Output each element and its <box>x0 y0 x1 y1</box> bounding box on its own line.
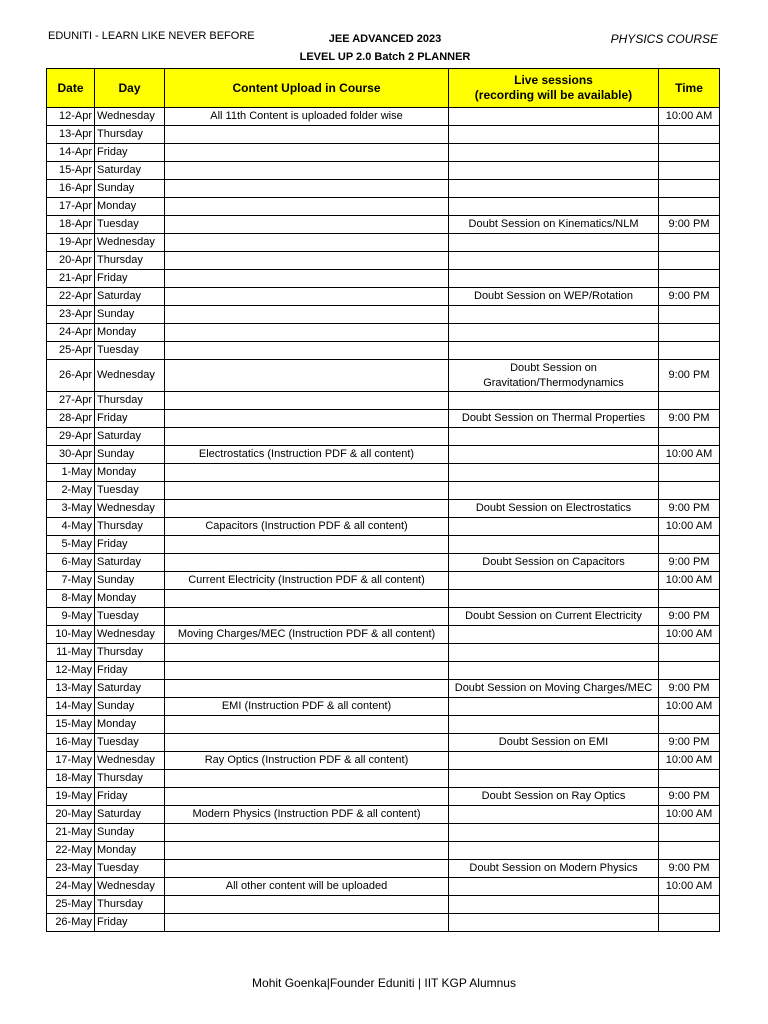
day-cell: Monday <box>95 842 165 860</box>
date-cell: 18-Apr <box>47 216 95 234</box>
date-cell: 11-May <box>47 644 95 662</box>
date-cell: 23-May <box>47 860 95 878</box>
time-cell <box>659 428 720 446</box>
date-cell: 14-Apr <box>47 144 95 162</box>
table-row <box>47 144 720 162</box>
date-cell: 14-May <box>47 698 95 716</box>
table-row <box>47 914 720 932</box>
table-row <box>47 410 720 428</box>
time-cell: 9:00 PM <box>659 608 720 626</box>
table-row <box>47 392 720 410</box>
content-cell: Ray Optics (Instruction PDF & all content) <box>165 752 449 770</box>
date-cell: 20-Apr <box>47 252 95 270</box>
content-cell: Capacitors (Instruction PDF & all content) <box>165 518 449 536</box>
day-cell: Wednesday <box>95 878 165 896</box>
live-session-cell <box>449 572 659 590</box>
time-cell <box>659 590 720 608</box>
table-row <box>47 252 720 270</box>
time-cell: 10:00 AM <box>659 108 720 126</box>
time-cell: 9:00 PM <box>659 288 720 306</box>
planner-body <box>47 108 720 932</box>
date-cell: 4-May <box>47 518 95 536</box>
content-cell <box>165 392 449 410</box>
table-row <box>47 716 720 734</box>
table-row <box>47 590 720 608</box>
date-cell: 13-May <box>47 680 95 698</box>
day-cell: Tuesday <box>95 342 165 360</box>
date-cell: 21-Apr <box>47 270 95 288</box>
header-content: Content Upload in Course <box>165 69 449 108</box>
time-cell <box>659 464 720 482</box>
content-cell <box>165 734 449 752</box>
content-cell <box>165 252 449 270</box>
day-cell: Saturday <box>95 680 165 698</box>
table-row <box>47 342 720 360</box>
date-cell: 26-May <box>47 914 95 932</box>
content-cell <box>165 770 449 788</box>
content-cell <box>165 270 449 288</box>
time-cell: 10:00 AM <box>659 878 720 896</box>
live-session-cell <box>449 698 659 716</box>
day-cell: Sunday <box>95 698 165 716</box>
content-cell <box>165 914 449 932</box>
table-row <box>47 698 720 716</box>
content-cell <box>165 716 449 734</box>
table-row <box>47 518 720 536</box>
date-cell: 5-May <box>47 536 95 554</box>
table-row <box>47 860 720 878</box>
day-cell: Sunday <box>95 572 165 590</box>
day-cell: Monday <box>95 716 165 734</box>
time-cell: 10:00 AM <box>659 698 720 716</box>
date-cell: 12-Apr <box>47 108 95 126</box>
live-session-cell <box>449 824 659 842</box>
live-session-cell: Doubt Session on Moving Charges/MEC <box>449 680 659 698</box>
table-row <box>47 896 720 914</box>
table-row <box>47 428 720 446</box>
table-row <box>47 662 720 680</box>
live-session-cell <box>449 234 659 252</box>
date-cell: 15-Apr <box>47 162 95 180</box>
live-session-cell <box>449 144 659 162</box>
date-cell: 8-May <box>47 590 95 608</box>
content-cell <box>165 360 449 392</box>
live-session-cell: Doubt Session on Gravitation/Thermodynamics <box>449 360 659 392</box>
live-session-cell <box>449 842 659 860</box>
time-cell <box>659 180 720 198</box>
header-date: Date <box>47 69 95 108</box>
table-row <box>47 180 720 198</box>
table-row <box>47 734 720 752</box>
time-cell: 10:00 AM <box>659 752 720 770</box>
planner-table <box>46 68 720 932</box>
live-session-cell <box>449 162 659 180</box>
date-cell: 27-Apr <box>47 392 95 410</box>
day-cell: Thursday <box>95 392 165 410</box>
content-cell <box>165 342 449 360</box>
content-cell <box>165 788 449 806</box>
day-cell: Tuesday <box>95 860 165 878</box>
day-cell: Wednesday <box>95 626 165 644</box>
live-session-cell <box>449 878 659 896</box>
day-cell: Sunday <box>95 446 165 464</box>
content-cell <box>165 324 449 342</box>
table-row <box>47 644 720 662</box>
live-session-cell <box>449 126 659 144</box>
date-cell: 25-May <box>47 896 95 914</box>
day-cell: Monday <box>95 324 165 342</box>
day-cell: Thursday <box>95 770 165 788</box>
time-cell <box>659 162 720 180</box>
table-row <box>47 288 720 306</box>
date-cell: 24-Apr <box>47 324 95 342</box>
table-row <box>47 824 720 842</box>
day-cell: Friday <box>95 536 165 554</box>
live-session-cell <box>449 518 659 536</box>
live-session-cell: Doubt Session on Capacitors <box>449 554 659 572</box>
date-cell: 19-May <box>47 788 95 806</box>
day-cell: Thursday <box>95 126 165 144</box>
table-row <box>47 324 720 342</box>
time-cell <box>659 536 720 554</box>
time-cell: 9:00 PM <box>659 788 720 806</box>
time-cell <box>659 324 720 342</box>
table-row <box>47 680 720 698</box>
date-cell: 24-May <box>47 878 95 896</box>
date-cell: 6-May <box>47 554 95 572</box>
content-cell <box>165 536 449 554</box>
content-cell <box>165 198 449 216</box>
time-cell: 9:00 PM <box>659 554 720 572</box>
time-cell <box>659 144 720 162</box>
date-cell: 16-May <box>47 734 95 752</box>
time-cell: 9:00 PM <box>659 410 720 428</box>
header-live-note: (recording will be available) <box>474 88 633 102</box>
day-cell: Saturday <box>95 288 165 306</box>
date-cell: 15-May <box>47 716 95 734</box>
content-cell: EMI (Instruction PDF & all content) <box>165 698 449 716</box>
live-session-cell <box>449 180 659 198</box>
date-cell: 19-Apr <box>47 234 95 252</box>
live-session-cell: Doubt Session on Modern Physics <box>449 860 659 878</box>
time-cell <box>659 662 720 680</box>
table-row <box>47 126 720 144</box>
time-cell: 10:00 AM <box>659 518 720 536</box>
table-row <box>47 234 720 252</box>
table-header-row <box>47 69 720 108</box>
table-row <box>47 198 720 216</box>
day-cell: Tuesday <box>95 608 165 626</box>
content-cell: All 11th Content is uploaded folder wise <box>165 108 449 126</box>
date-cell: 23-Apr <box>47 306 95 324</box>
content-cell <box>165 428 449 446</box>
time-cell <box>659 270 720 288</box>
date-cell: 16-Apr <box>47 180 95 198</box>
table-row <box>47 482 720 500</box>
date-cell: 17-Apr <box>47 198 95 216</box>
content-cell <box>165 644 449 662</box>
live-session-cell <box>449 464 659 482</box>
table-row <box>47 626 720 644</box>
content-cell <box>165 144 449 162</box>
live-session-cell <box>449 108 659 126</box>
time-cell <box>659 644 720 662</box>
live-session-cell <box>449 662 659 680</box>
date-cell: 1-May <box>47 464 95 482</box>
day-cell: Friday <box>95 662 165 680</box>
title-exam: JEE ADVANCED 2023 <box>328 33 442 45</box>
table-row <box>47 162 720 180</box>
day-cell: Friday <box>95 914 165 932</box>
time-cell: 9:00 PM <box>659 500 720 518</box>
date-cell: 18-May <box>47 770 95 788</box>
table-row <box>47 806 720 824</box>
date-cell: 22-May <box>47 842 95 860</box>
time-cell <box>659 126 720 144</box>
date-cell: 3-May <box>47 500 95 518</box>
date-cell: 10-May <box>47 626 95 644</box>
day-cell: Sunday <box>95 180 165 198</box>
course-name: PHYSICS COURSE <box>610 32 718 46</box>
day-cell: Thursday <box>95 644 165 662</box>
table-row <box>47 216 720 234</box>
date-cell: 29-Apr <box>47 428 95 446</box>
date-cell: 7-May <box>47 572 95 590</box>
time-cell <box>659 252 720 270</box>
day-cell: Tuesday <box>95 482 165 500</box>
live-session-cell <box>449 446 659 464</box>
content-cell <box>165 554 449 572</box>
content-cell <box>165 680 449 698</box>
time-cell: 9:00 PM <box>659 860 720 878</box>
table-row <box>47 306 720 324</box>
content-cell <box>165 410 449 428</box>
table-row <box>47 770 720 788</box>
live-session-cell: Doubt Session on Thermal Properties <box>449 410 659 428</box>
org-tagline: EDUNITI - LEARN LIKE NEVER BEFORE <box>48 30 255 42</box>
day-cell: Wednesday <box>95 500 165 518</box>
day-cell: Saturday <box>95 554 165 572</box>
day-cell: Saturday <box>95 806 165 824</box>
content-cell <box>165 896 449 914</box>
day-cell: Friday <box>95 144 165 162</box>
table-row <box>47 270 720 288</box>
content-cell <box>165 216 449 234</box>
document-title <box>240 30 530 66</box>
content-cell <box>165 234 449 252</box>
time-cell: 9:00 PM <box>659 680 720 698</box>
content-cell: All other content will be uploaded <box>165 878 449 896</box>
time-cell <box>659 234 720 252</box>
day-cell: Thursday <box>95 518 165 536</box>
live-session-cell <box>449 644 659 662</box>
day-cell: Thursday <box>95 252 165 270</box>
live-session-cell <box>449 306 659 324</box>
table-row <box>47 446 720 464</box>
day-cell: Friday <box>95 410 165 428</box>
time-cell <box>659 392 720 410</box>
table-row <box>47 108 720 126</box>
time-cell <box>659 198 720 216</box>
content-cell <box>165 126 449 144</box>
content-cell <box>165 590 449 608</box>
live-session-cell <box>449 752 659 770</box>
content-cell <box>165 180 449 198</box>
content-cell: Current Electricity (Instruction PDF & all content) <box>165 572 449 590</box>
day-cell: Saturday <box>95 428 165 446</box>
header-day: Day <box>95 69 165 108</box>
live-session-cell: Doubt Session on Electrostatics <box>449 500 659 518</box>
live-session-cell <box>449 914 659 932</box>
day-cell: Wednesday <box>95 752 165 770</box>
table-row <box>47 536 720 554</box>
live-session-cell <box>449 392 659 410</box>
day-cell: Wednesday <box>95 360 165 392</box>
footer-credit: Mohit Goenka|Founder Eduniti | IIT KGP Alumnus <box>252 976 516 990</box>
table-row <box>47 554 720 572</box>
time-cell <box>659 824 720 842</box>
time-cell <box>659 306 720 324</box>
time-cell: 10:00 AM <box>659 626 720 644</box>
table-row <box>47 500 720 518</box>
table-row <box>47 842 720 860</box>
day-cell: Friday <box>95 270 165 288</box>
time-cell <box>659 770 720 788</box>
time-cell <box>659 342 720 360</box>
live-session-cell <box>449 590 659 608</box>
header-live-title: Live sessions <box>514 73 593 87</box>
live-session-cell <box>449 806 659 824</box>
header-live-sessions <box>449 69 659 108</box>
date-cell: 13-Apr <box>47 126 95 144</box>
day-cell: Monday <box>95 198 165 216</box>
content-cell <box>165 662 449 680</box>
time-cell <box>659 842 720 860</box>
content-cell <box>165 500 449 518</box>
time-cell: 10:00 AM <box>659 572 720 590</box>
time-cell: 9:00 PM <box>659 734 720 752</box>
content-cell: Electrostatics (Instruction PDF & all content) <box>165 446 449 464</box>
date-cell: 26-Apr <box>47 360 95 392</box>
day-cell: Tuesday <box>95 734 165 752</box>
date-cell: 22-Apr <box>47 288 95 306</box>
title-planner: LEVEL UP 2.0 Batch 2 PLANNER <box>299 51 471 63</box>
time-cell: 9:00 PM <box>659 360 720 392</box>
header-time: Time <box>659 69 720 108</box>
live-session-cell <box>449 270 659 288</box>
content-cell <box>165 464 449 482</box>
live-session-cell: Doubt Session on Kinematics/NLM <box>449 216 659 234</box>
table-row <box>47 360 720 392</box>
live-session-cell <box>449 252 659 270</box>
live-session-cell <box>449 482 659 500</box>
day-cell: Monday <box>95 590 165 608</box>
live-session-cell: Doubt Session on Current Electricity <box>449 608 659 626</box>
date-cell: 12-May <box>47 662 95 680</box>
day-cell: Friday <box>95 788 165 806</box>
content-cell <box>165 482 449 500</box>
date-cell: 9-May <box>47 608 95 626</box>
content-cell <box>165 306 449 324</box>
date-cell: 30-Apr <box>47 446 95 464</box>
date-cell: 25-Apr <box>47 342 95 360</box>
day-cell: Wednesday <box>95 108 165 126</box>
date-cell: 21-May <box>47 824 95 842</box>
content-cell: Moving Charges/MEC (Instruction PDF & all content) <box>165 626 449 644</box>
time-cell <box>659 482 720 500</box>
table-row <box>47 464 720 482</box>
day-cell: Wednesday <box>95 234 165 252</box>
day-cell: Thursday <box>95 896 165 914</box>
content-cell <box>165 860 449 878</box>
live-session-cell <box>449 536 659 554</box>
time-cell <box>659 914 720 932</box>
table-row <box>47 788 720 806</box>
live-session-cell <box>449 342 659 360</box>
content-cell <box>165 608 449 626</box>
day-cell: Monday <box>95 464 165 482</box>
live-session-cell: Doubt Session on Ray Optics <box>449 788 659 806</box>
time-cell <box>659 716 720 734</box>
table-row <box>47 608 720 626</box>
date-cell: 28-Apr <box>47 410 95 428</box>
date-cell: 20-May <box>47 806 95 824</box>
live-session-cell <box>449 896 659 914</box>
live-session-cell <box>449 324 659 342</box>
live-session-cell: Doubt Session on WEP/Rotation <box>449 288 659 306</box>
date-cell: 2-May <box>47 482 95 500</box>
day-cell: Saturday <box>95 162 165 180</box>
live-session-cell: Doubt Session on EMI <box>449 734 659 752</box>
live-session-cell <box>449 716 659 734</box>
table-row <box>47 752 720 770</box>
live-session-cell <box>449 770 659 788</box>
day-cell: Sunday <box>95 306 165 324</box>
content-cell <box>165 824 449 842</box>
day-cell: Tuesday <box>95 216 165 234</box>
content-cell <box>165 162 449 180</box>
time-cell: 10:00 AM <box>659 806 720 824</box>
table-row <box>47 878 720 896</box>
time-cell <box>659 896 720 914</box>
date-cell: 17-May <box>47 752 95 770</box>
live-session-cell <box>449 626 659 644</box>
live-session-cell <box>449 428 659 446</box>
table-row <box>47 572 720 590</box>
content-cell: Modern Physics (Instruction PDF & all content) <box>165 806 449 824</box>
content-cell <box>165 288 449 306</box>
day-cell: Sunday <box>95 824 165 842</box>
time-cell: 10:00 AM <box>659 446 720 464</box>
live-session-cell <box>449 198 659 216</box>
content-cell <box>165 842 449 860</box>
time-cell: 9:00 PM <box>659 216 720 234</box>
